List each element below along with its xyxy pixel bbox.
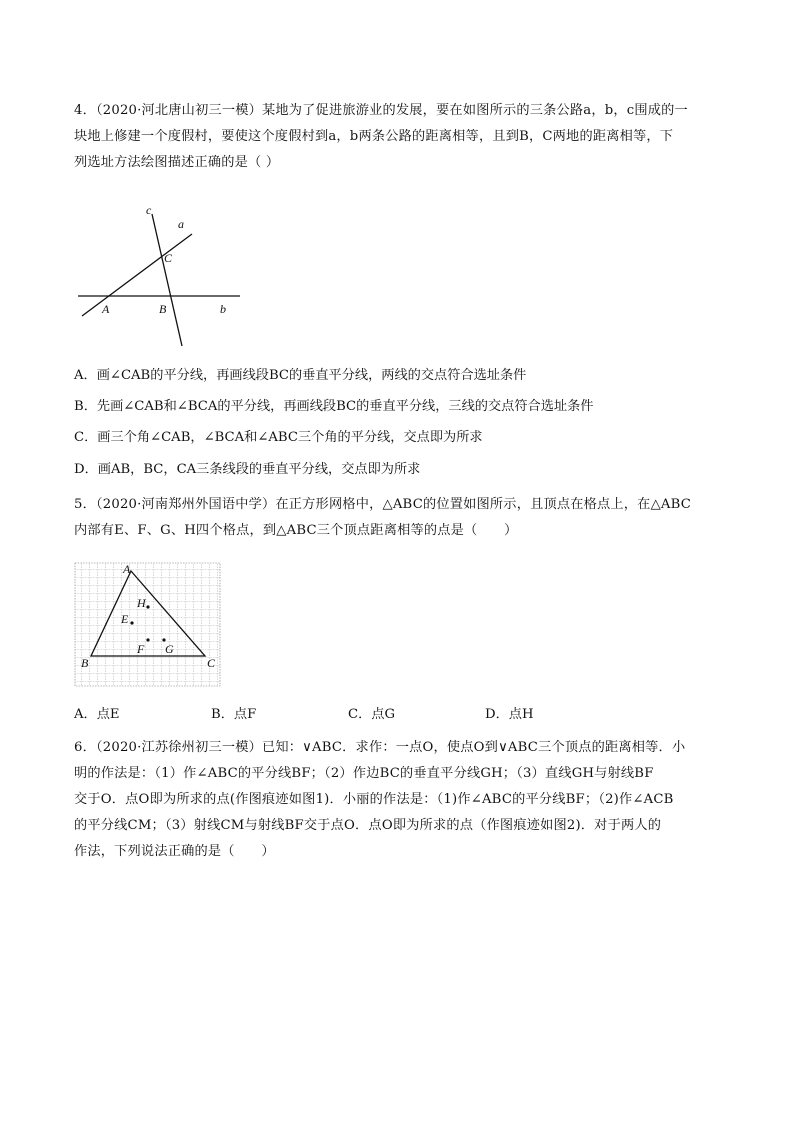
- label-C: C: [164, 251, 173, 265]
- q6-line-3: 交于O．点O即为所求的点(作图痕迹如图1)．小丽的作法是：（1)作∠ABC的平分线BF；（2)作∠ACB: [74, 792, 674, 807]
- point-h: [146, 605, 149, 608]
- q5-option-a: A．点E: [74, 707, 120, 722]
- question-5-text: [74, 492, 724, 544]
- label-A: A: [123, 562, 131, 576]
- q6-line-5: 作法，下列说法正确的是（ ）: [74, 844, 275, 859]
- question-6-text: [74, 735, 724, 865]
- q4-option-c: C．画三个角∠CAB，∠BCA和∠ABC三个角的平分线，交点即为所求: [74, 430, 483, 445]
- label-b: b: [220, 302, 226, 316]
- road-a-line: [82, 234, 192, 316]
- label-H: H: [137, 596, 146, 610]
- point-e: [130, 621, 133, 624]
- q4-option-a: A．画∠CAB的平分线，再画线段BC的垂直平分线，两线的交点符合选址条件: [74, 368, 527, 383]
- q6-line-4: 的平分线CM；（3）射线CM与射线BF交于点O．点O即为所求的点（作图痕迹如图2)．对于两人的: [74, 818, 662, 833]
- grid-background: [75, 563, 220, 686]
- point-f: [146, 638, 149, 641]
- q5-options-row: [74, 704, 724, 726]
- q4-option-d: D．画AB，BC，CA三条线段的垂直平分线，交点即为所求: [74, 462, 421, 477]
- question-4-text: [74, 98, 724, 176]
- q5-option-b: B．点F: [211, 707, 257, 722]
- label-C: C: [207, 656, 216, 670]
- q6-line-2: 明的作法是：（1）作∠ABC的平分线BF；（2）作边BC的垂直平分线GH；（3）直线GH与射线BF: [74, 766, 654, 781]
- q5-line-2: 内部有E、F、G、H四个格点，到△ABC三个顶点距离相等的点是（ ）: [74, 523, 518, 538]
- q5-option-d: D．点H: [485, 707, 534, 722]
- q4-line-1: 4．（2020·河北唐山初三一模）某地为了促进旅游业的发展，要在如图所示的三条公路a，b，c围成的一: [74, 103, 688, 118]
- q5-line-1: 5．（2020·河南郑州外国语中学）在正方形网格中，△ABC的位置如图所示，且顶点在格点上，在△ABC: [74, 497, 692, 512]
- q4-line-3: 列选址方法绘图描述正确的是（ ）: [74, 155, 280, 170]
- label-A: A: [102, 302, 110, 316]
- label-a: a: [178, 217, 184, 231]
- label-B: B: [159, 302, 167, 316]
- q5-option-c: C．点G: [348, 707, 395, 722]
- label-B: B: [81, 656, 89, 670]
- q4-roads-figure: [74, 200, 274, 360]
- label-F: F: [137, 642, 145, 656]
- q6-line-1: 6．（2020·江苏徐州初三一模）已知：∨ABC．求作：一点O，使点O到∨ABC三个顶点的距离相等．小: [74, 740, 686, 755]
- q5-grid-figure: [73, 561, 223, 689]
- q4-option-b: B．先画∠CAB和∠BCA的平分线，再画线段BC的垂直平分线，三线的交点符合选址条件: [74, 399, 594, 414]
- q4-line-2: 块地上修建一个度假村，要使这个度假村到a，b两条公路的距离相等，且到B，C两地的距离相等，下: [74, 129, 674, 144]
- road-c-line: [152, 214, 182, 346]
- label-c: c: [146, 203, 152, 217]
- label-G: G: [165, 642, 174, 656]
- label-E: E: [121, 612, 129, 626]
